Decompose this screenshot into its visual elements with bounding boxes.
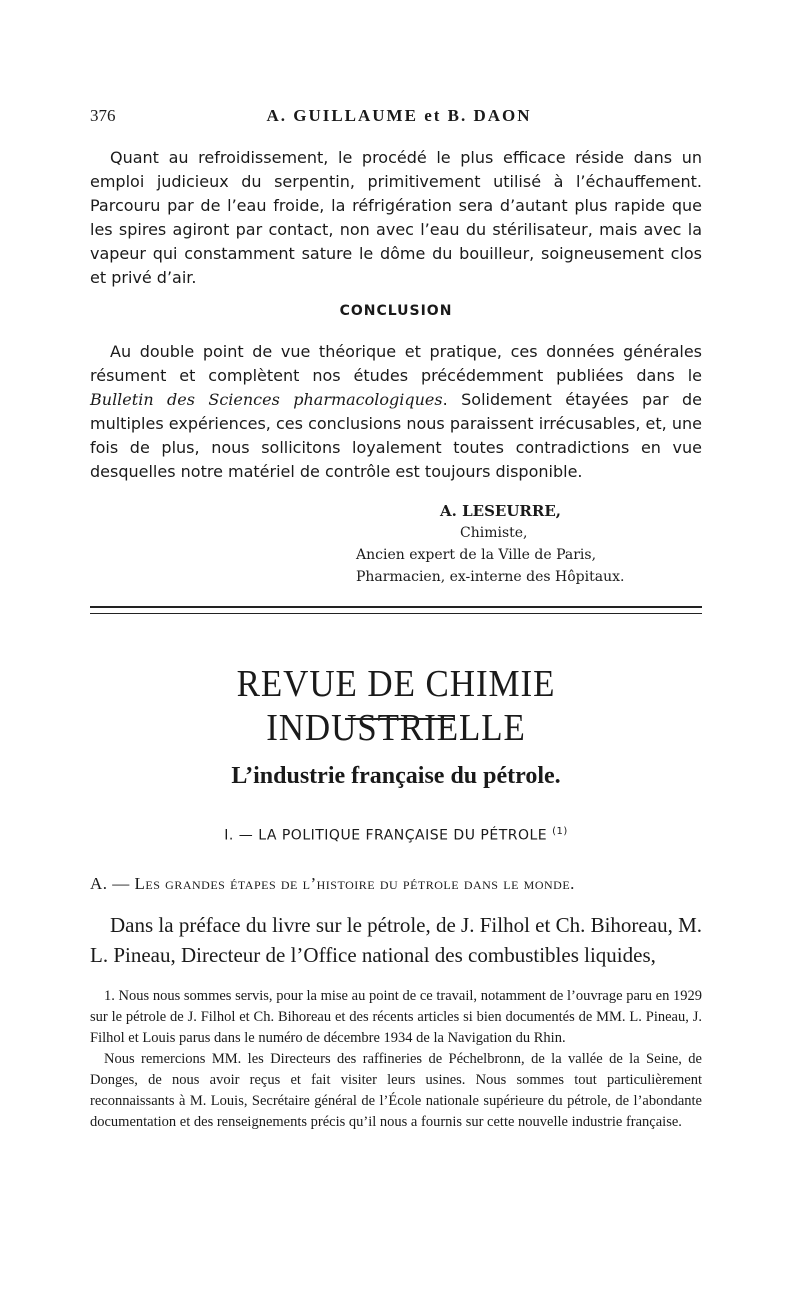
running-title: A. GUILLAUME et B. DAON [266,106,532,125]
author-credentials: Pharmacien, ex-interne des Hôpitaux. [356,569,625,585]
conclusion-text-before: Au double point de vue théorique et pratique, ces données générales résument et complètent nos études précédemment publiées dans le [90,342,702,385]
author-title: Chimiste, [460,525,528,541]
paragraph-text: Quant au refroidissement, le procédé le plus efficace réside dans un emploi judicieux du serpentin, primitivement utilisé à l’échauffement. Parcouru par de l’eau froide, la réfrigération sera d’autant plus rapide que les spires agiront par contact, non avec l’eau du stérilisateur, mais avec la vapeur qui constamment sature le dôme du bouilleur, soigneusement clos et privé d’air. [90,148,702,287]
revue-title: REVUE DE CHIMIE INDUSTRIELLE [236,663,556,749]
author-name: A. LESEURRE, [440,502,561,520]
paragraph-conclusion [90,340,702,484]
paragraph-preface [90,910,702,970]
conclusion-text-after: . Solidement étayées par de multiples expériences, ces conclusions nous paraissent irrécusables, et, une fois de plus, nous sollicitons loyalement toutes contradictions en vue desquelles notre matériel de contrôle est toujours disponible. [90,390,703,481]
footnote-2: Nous remercions MM. les Directeurs des raffineries de Péchelbronn, de la vallée de la Seine, de Donges, de nous avoir reçus et fait visiter leurs usines. Nous sommes tout particulièrement reconnaissants à M. Louis, Secrétaire général de l’École nationale supérieure du pétrole, de l’abondante documentation et des renseignements précis qu’il nous a fournis sur cette nouvelle industrie française. [90,1051,702,1130]
preface-text: Dans la préface du livre sur le pétrole, de J. Filhol et Ch. Bihoreau, M. L. Pineau, Directeur de l’Office national des combustibles liquides, [90,913,702,967]
author-affiliation: Ancien expert de la Ville de Paris, [356,547,597,563]
subsection-heading [90,874,702,894]
signature-block [330,500,680,588]
part-heading-text: I. — LA POLITIQUE FRANÇAISE DU PÉTROLE [224,827,548,844]
conclusion-text [90,340,702,484]
footnote-marker: (1) [552,826,568,837]
section-divider [90,606,702,614]
subsection-letter: A. — [90,874,130,893]
footnote-1: 1. Nous nous sommes servis, pour la mise au point de ce travail, notamment de l’ouvrage paru en 1929 sur le pétrole de J. Filhol et Ch. Bihoreau et des récents articles si bien documentés de MM. L. Pineau, J. Filhol et Louis parus dans le numéro de décembre 1934 de la Navigation du Rhin. [90,988,702,1046]
footnotes [90,986,702,1133]
article-title: L’industrie française du pétrole. [231,763,561,789]
page-number: 376 [90,106,116,125]
running-head [90,106,708,130]
paragraph-refroidissement [90,146,702,290]
subsection-title: Les grandes étapes de l’histoire du pétrole dans le monde. [134,874,575,893]
section-heading-conclusion: CONCLUSION [339,303,453,319]
title-underline [345,718,455,720]
journal-title: Bulletin des Sciences pharmacologiques [90,390,443,409]
part-heading [90,826,702,844]
